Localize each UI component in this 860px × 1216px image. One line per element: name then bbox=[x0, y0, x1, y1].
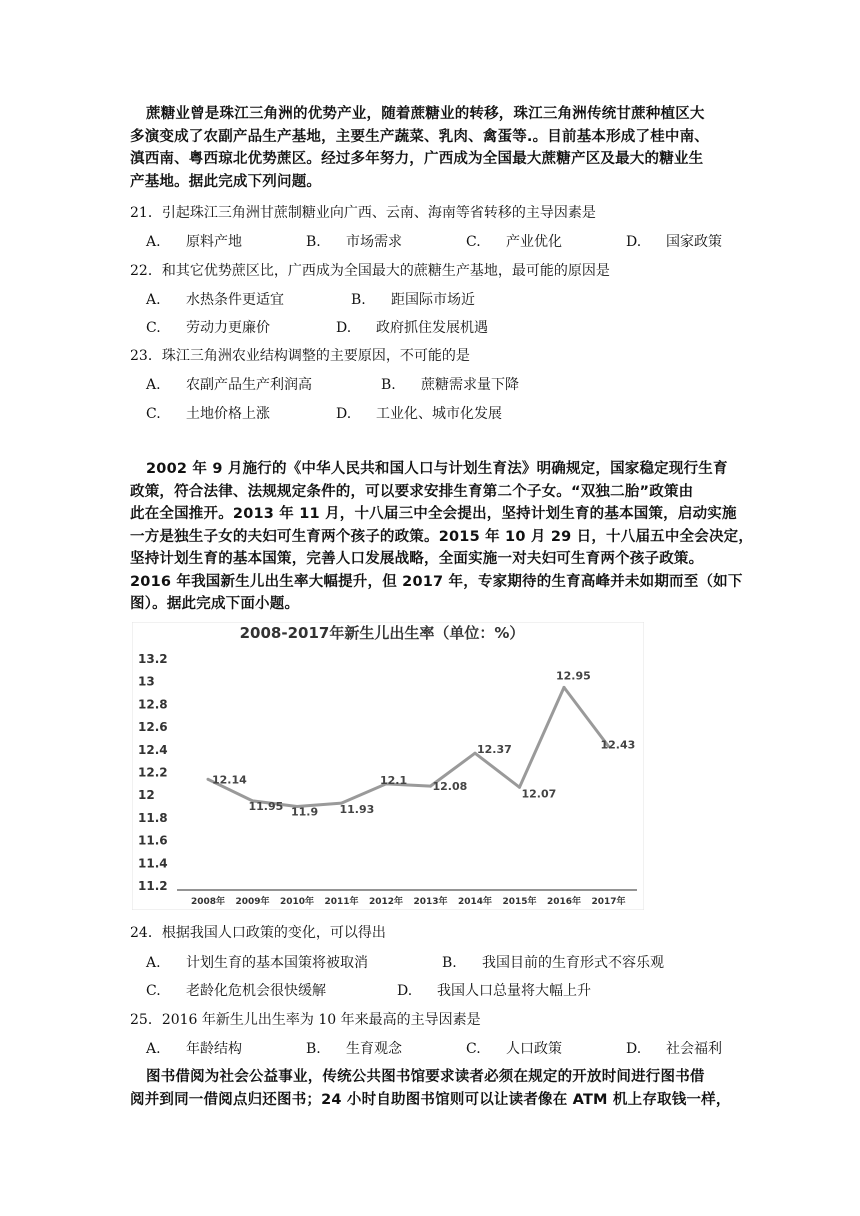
passage-line: 产基地。据此完成下列问题。 bbox=[130, 173, 322, 190]
data-label: 12.43 bbox=[600, 738, 636, 752]
option-c[interactable] bbox=[146, 317, 270, 337]
x-tick-label: 2011年 bbox=[324, 897, 359, 907]
option-text: 老龄化危机会很快缓解 bbox=[186, 983, 326, 999]
option-letter: B. bbox=[381, 377, 396, 393]
question-22: 22．和其它优势蔗区比，广西成为全国最大的蔗糖生产基地，最可能的原因是 bbox=[130, 263, 610, 279]
passage-line: 坚持计划生育的基本国策，完善人口发展战略，全面实施一对夫妇可生育两个孩子政策。 bbox=[130, 551, 704, 567]
passage-line: 多演变成了农副产品生产基地，主要生产蔬菜、乳肉、禽蛋等.。目前基本形成了桂中南、 bbox=[130, 128, 710, 145]
x-tick-label: 2010年 bbox=[279, 897, 315, 907]
option-d[interactable] bbox=[397, 980, 591, 1000]
passage-population bbox=[130, 458, 754, 616]
question-25: 25．2016 年新生儿出生率为 10 年来最高的主导因素是 bbox=[130, 1012, 481, 1028]
option-letter: C. bbox=[466, 234, 481, 250]
option-b[interactable] bbox=[381, 374, 519, 394]
option-b[interactable] bbox=[442, 952, 664, 972]
chart-frame bbox=[132, 622, 644, 910]
option-letter: A. bbox=[146, 955, 161, 971]
option-text: 市场需求 bbox=[346, 234, 402, 250]
option-text: 人口政策 bbox=[506, 1041, 562, 1057]
chart-title: 2008-2017年新生儿出生率（单位：%） bbox=[239, 624, 525, 642]
data-label: 11.9 bbox=[291, 805, 319, 819]
birth-rate-chart bbox=[132, 622, 644, 910]
data-label: 12.07 bbox=[521, 787, 557, 801]
option-text: 农副产品生产利润高 bbox=[186, 377, 312, 393]
option-letter: D. bbox=[626, 1041, 642, 1057]
option-letter: C. bbox=[466, 1041, 481, 1057]
option-c[interactable] bbox=[146, 980, 326, 1000]
passage-line: 阅并到同一借阅点归还图书；24 小时自助图书馆则可以让读者像在 ATM 机上存取钱一样， bbox=[130, 1091, 731, 1108]
option-letter: B. bbox=[442, 955, 457, 971]
option-a[interactable] bbox=[146, 952, 368, 972]
option-letter: B. bbox=[306, 1041, 321, 1057]
option-text: 工业化、城市化发展 bbox=[376, 406, 502, 422]
question-24-options-row2 bbox=[146, 980, 736, 1000]
y-tick-label: 13.2 bbox=[138, 652, 168, 666]
option-letter: A. bbox=[146, 377, 161, 393]
question-24: 24．根据我国人口政策的变化，可以得出 bbox=[130, 925, 386, 941]
x-tick-label: 2014年 bbox=[457, 897, 493, 907]
y-tick-label: 12.4 bbox=[138, 742, 168, 757]
question-25-options bbox=[146, 1038, 736, 1058]
passage-line: 图书借阅为社会公益事业，传统公共图书馆要求读者必须在规定的开放时间进行图书借 bbox=[146, 1069, 705, 1085]
option-letter: B. bbox=[351, 292, 366, 308]
option-c[interactable] bbox=[466, 1038, 562, 1058]
option-letter: D. bbox=[336, 406, 352, 422]
option-letter: A. bbox=[146, 1041, 161, 1057]
option-b[interactable] bbox=[306, 231, 402, 251]
passage-line: 一方是独生子女的夫妇可生育两个孩子的政策。2015 年 10 月 29 日，十八届五中全会决定， bbox=[130, 528, 754, 545]
passage-line: 滇西南、粤西琼北优势蔗区。经过多年努力，广西成为全国最大蔗糖产区及最大的糖业生 bbox=[130, 151, 704, 167]
passage-line: 2002 年 9 月施行的《中华人民共和国人口与计划生育法》明确规定，国家稳定现行生育 bbox=[146, 461, 728, 477]
data-label: 12.1 bbox=[380, 773, 408, 787]
passage-line: 蔗糖业曾是珠江三角洲的优势产业，随着蔗糖业的转移，珠江三角洲传统甘蔗种植区大 bbox=[146, 106, 705, 122]
option-a[interactable] bbox=[146, 289, 284, 309]
question-24-options-row1 bbox=[146, 952, 736, 972]
option-b[interactable] bbox=[351, 289, 475, 309]
x-tick-label: 2015年 bbox=[502, 897, 537, 907]
option-text: 我国目前的生育形式不容乐观 bbox=[482, 955, 664, 971]
option-c[interactable] bbox=[466, 231, 562, 251]
option-text: 年龄结构 bbox=[186, 1041, 242, 1057]
data-point bbox=[563, 686, 566, 689]
option-text: 劳动力更廉价 bbox=[186, 320, 270, 336]
y-tick-label: 11.2 bbox=[138, 879, 168, 893]
option-text: 社会福利 bbox=[666, 1041, 722, 1057]
x-tick-label: 2013年 bbox=[413, 897, 448, 907]
passage-sugar bbox=[130, 103, 736, 193]
y-tick-label: 12.2 bbox=[138, 765, 168, 780]
option-c[interactable] bbox=[146, 403, 270, 423]
option-b[interactable] bbox=[306, 1038, 402, 1058]
data-label: 12.14 bbox=[212, 773, 247, 787]
option-d[interactable] bbox=[336, 403, 502, 423]
option-a[interactable] bbox=[146, 374, 312, 394]
option-letter: D. bbox=[626, 234, 642, 250]
passage-library bbox=[130, 1066, 736, 1111]
question-23-options-row1 bbox=[146, 374, 736, 394]
question-22-options-row2 bbox=[146, 317, 736, 337]
option-letter: A. bbox=[146, 292, 161, 308]
option-text: 土地价格上涨 bbox=[186, 406, 270, 422]
y-tick-label: 12 bbox=[138, 788, 155, 803]
data-label: 12.08 bbox=[432, 780, 468, 794]
option-d[interactable] bbox=[336, 317, 488, 337]
x-tick-label: 2012年 bbox=[368, 897, 404, 907]
y-tick-label: 11.8 bbox=[138, 810, 168, 825]
question-23: 23．珠江三角洲农业结构调整的主要原因，不可能的是 bbox=[130, 348, 470, 364]
data-label: 11.95 bbox=[248, 799, 284, 813]
x-tick-label: 2009年 bbox=[235, 897, 270, 907]
question-23-options-row2 bbox=[146, 403, 736, 423]
option-a[interactable] bbox=[146, 1038, 242, 1058]
option-letter: A. bbox=[146, 234, 161, 250]
y-tick-label: 12.6 bbox=[138, 720, 168, 735]
option-text: 距国际市场近 bbox=[391, 292, 475, 308]
option-text: 国家政策 bbox=[666, 234, 722, 250]
y-tick-label: 12.8 bbox=[138, 697, 168, 712]
data-point bbox=[207, 778, 210, 781]
option-text: 我国人口总量将大幅上升 bbox=[437, 983, 591, 999]
option-letter: C. bbox=[146, 983, 161, 999]
option-letter: C. bbox=[146, 406, 161, 422]
option-d[interactable] bbox=[626, 231, 722, 251]
option-letter: D. bbox=[397, 983, 413, 999]
passage-line: 此在全国推开。2013 年 11 月，十八届三中全会提出，坚持计划生育的基本国策，启动实施 bbox=[130, 506, 737, 522]
passage-line: 2016 年我国新生儿出生率大幅提升，但 2017 年，专家期待的生育高峰并未如期而至（如下 bbox=[130, 573, 743, 590]
option-text: 生育观念 bbox=[346, 1041, 402, 1057]
y-tick-label: 11.4 bbox=[138, 856, 168, 871]
data-label: 11.93 bbox=[339, 803, 375, 817]
option-letter: B. bbox=[306, 234, 321, 250]
option-text: 政府抓住发展机遇 bbox=[376, 320, 488, 336]
option-text: 水热条件更适宜 bbox=[186, 292, 284, 308]
question-21-options bbox=[146, 231, 736, 251]
option-text: 原料产地 bbox=[186, 234, 242, 250]
option-letter: C. bbox=[146, 320, 161, 336]
data-label: 12.95 bbox=[556, 669, 591, 683]
question-21: 21．引起珠江三角洲甘蔗制糖业向广西、云南、海南等省转移的主导因素是 bbox=[130, 205, 596, 221]
option-a[interactable] bbox=[146, 231, 242, 251]
x-tick-label: 2016年 bbox=[546, 897, 582, 907]
x-tick-label: 2008年 bbox=[190, 897, 226, 907]
option-text: 计划生育的基本国策将被取消 bbox=[186, 955, 368, 971]
y-tick-label: 13 bbox=[138, 674, 155, 689]
option-text: 蔗糖需求量下降 bbox=[421, 377, 519, 393]
option-letter: D. bbox=[336, 320, 352, 336]
data-label: 12.37 bbox=[477, 743, 512, 757]
option-d[interactable] bbox=[626, 1038, 722, 1058]
passage-line: 政策，符合法律、法规规定条件的，可以要求安排生育第二个子女。“双独二胎”政策由 bbox=[130, 483, 694, 500]
passage-line: 图）。据此完成下面小题。 bbox=[130, 596, 300, 612]
option-text: 产业优化 bbox=[506, 234, 562, 250]
question-22-options-row1 bbox=[146, 289, 736, 309]
y-tick-label: 11.6 bbox=[138, 833, 168, 848]
x-tick-label: 2017年 bbox=[591, 897, 626, 907]
